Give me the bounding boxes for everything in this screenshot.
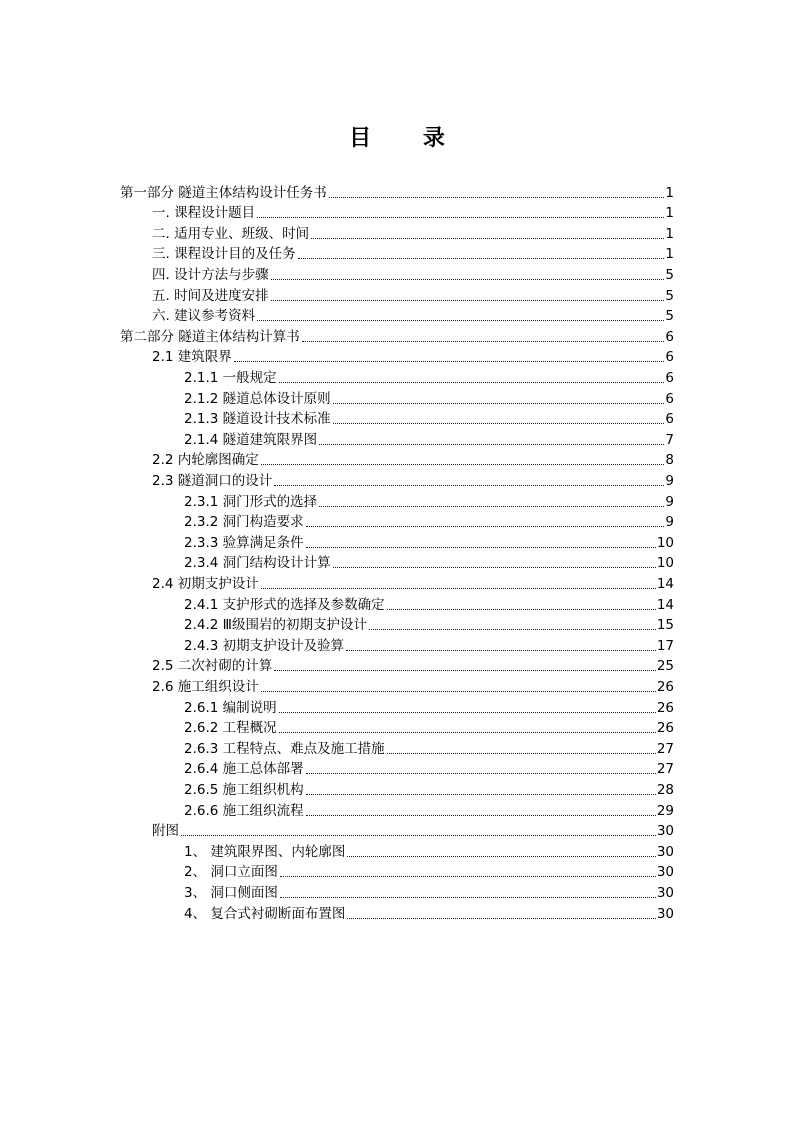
toc-entry-page-number: 1	[665, 184, 674, 201]
toc-entry-label: 2.4.2 Ⅲ级围岩的初期支护设计	[184, 617, 367, 634]
toc-entry[interactable]	[184, 840, 674, 861]
toc-entry[interactable]	[152, 284, 674, 305]
toc-entry-page-number: 14	[656, 596, 674, 613]
toc-entry[interactable]	[184, 428, 674, 449]
toc-entry[interactable]	[184, 861, 674, 882]
toc-dot-leader	[279, 712, 656, 713]
toc-dot-leader	[302, 341, 665, 342]
toc-dot-leader	[387, 753, 656, 754]
toc-entry[interactable]	[184, 531, 674, 552]
toc-entry[interactable]	[184, 737, 674, 758]
toc-entry-page-number: 29	[656, 802, 674, 819]
toc-entry[interactable]	[152, 263, 674, 284]
toc-entry-label: 2.6.2 工程概况	[184, 720, 277, 737]
toc-entry-label: 第一部分 隧道主体结构设计任务书	[120, 184, 327, 201]
toc-dot-leader	[369, 629, 656, 630]
toc-entry[interactable]	[184, 408, 674, 429]
toc-entry[interactable]	[184, 799, 674, 820]
toc-entry-page-number: 8	[665, 452, 674, 469]
toc-entry[interactable]	[152, 449, 674, 470]
toc-entry-page-number: 26	[656, 720, 674, 737]
toc-dot-leader	[347, 918, 655, 919]
toc-entry-label: 2.4 初期支护设计	[152, 575, 259, 592]
toc-dot-leader	[319, 444, 664, 445]
toc-entry-page-number: 15	[656, 617, 674, 634]
toc-entry[interactable]	[184, 552, 674, 573]
toc-entry-page-number: 5	[665, 287, 674, 304]
toc-entry-page-number: 27	[656, 740, 674, 757]
toc-entry-page-number: 30	[656, 823, 674, 840]
toc-entry-page-number: 10	[656, 534, 674, 551]
toc-entry[interactable]	[152, 243, 674, 264]
toc-dot-leader	[311, 238, 664, 239]
toc-entry-page-number: 1	[665, 225, 674, 242]
toc-entry-label: 2.1 建筑限界	[152, 349, 232, 366]
toc-dot-leader	[280, 876, 656, 877]
toc-dot-leader	[274, 670, 656, 671]
toc-entry[interactable]	[152, 305, 674, 326]
toc-entry[interactable]	[184, 593, 674, 614]
toc-entry[interactable]	[184, 881, 674, 902]
toc-dot-leader	[333, 567, 656, 568]
toc-entry-page-number: 6	[665, 349, 674, 366]
toc-entry-label: 3、 洞口侧面图	[184, 884, 278, 901]
toc-entry-label: 一. 课程设计题目	[152, 205, 256, 222]
toc-dot-leader	[306, 773, 656, 774]
toc-dot-leader	[280, 897, 656, 898]
toc-dot-leader	[271, 279, 665, 280]
toc-dot-leader	[234, 361, 665, 362]
toc-entry[interactable]	[184, 366, 674, 387]
toc-dot-leader	[261, 464, 665, 465]
toc-entry-page-number: 9	[665, 514, 674, 531]
toc-entry-page-number: 7	[665, 431, 674, 448]
toc-entry-label: 2.3.1 洞门形式的选择	[184, 493, 318, 510]
toc-dot-leader	[387, 609, 656, 610]
toc-entry[interactable]	[184, 511, 674, 532]
toc-entry-label: 2.3.2 洞门构造要求	[184, 514, 304, 531]
toc-entry[interactable]	[152, 222, 674, 243]
toc-dot-leader	[298, 258, 665, 259]
toc-entry[interactable]	[152, 202, 674, 223]
toc-entry[interactable]	[184, 717, 674, 738]
toc-dot-leader	[329, 197, 665, 198]
toc-entry-label: 2.6 施工组织设计	[152, 678, 259, 695]
toc-entry-page-number: 25	[656, 658, 674, 675]
toc-entry-page-number: 26	[656, 699, 674, 716]
toc-entry-label: 第二部分 隧道主体结构计算书	[120, 328, 300, 345]
toc-entry-page-number: 30	[656, 905, 674, 922]
toc-entry-label: 六. 建议参考资料	[152, 308, 256, 325]
toc-dot-leader	[181, 835, 656, 836]
toc-entry-page-number: 1	[665, 205, 674, 222]
toc-entry[interactable]	[184, 490, 674, 511]
toc-entry[interactable]	[152, 572, 674, 593]
toc-entry-label: 2、 洞口立面图	[184, 864, 278, 881]
toc-entry[interactable]	[184, 614, 674, 635]
toc-entry-page-number: 30	[656, 843, 674, 860]
toc-entry-page-number: 17	[656, 637, 674, 654]
toc-entry-page-number: 30	[656, 864, 674, 881]
toc-entry[interactable]	[184, 758, 674, 779]
toc-entry-page-number: 6	[665, 369, 674, 386]
toc-entry-page-number: 6	[665, 411, 674, 428]
toc-entry[interactable]	[152, 655, 674, 676]
toc-dot-leader	[319, 506, 664, 507]
toc-entry-label: 2.1.3 隧道设计技术标准	[184, 411, 331, 428]
toc-entry-label: 附图	[152, 823, 179, 840]
toc-entry-label: 1、 建筑限界图、内轮廓图	[184, 843, 346, 860]
toc-entry-label: 2.3 隧道洞口的设计	[152, 472, 273, 489]
toc-entry[interactable]	[184, 778, 674, 799]
toc-entry-label: 2.3.4 洞门结构设计计算	[184, 555, 331, 572]
toc-entry-label: 2.5 二次衬砌的计算	[152, 658, 273, 675]
toc-entry-page-number: 28	[656, 781, 674, 798]
toc-entry-page-number: 10	[656, 555, 674, 572]
toc-entry-page-number: 1	[665, 246, 674, 263]
toc-dot-leader	[274, 485, 664, 486]
toc-entry-label: 2.6.4 施工总体部署	[184, 761, 304, 778]
toc-dot-leader	[306, 794, 656, 795]
toc-entry[interactable]	[184, 634, 674, 655]
toc-entry-page-number: 26	[656, 678, 674, 695]
toc-entry-page-number: 6	[665, 328, 674, 345]
toc-dot-leader	[257, 320, 664, 321]
toc-dot-leader	[261, 691, 656, 692]
toc-entry-label: 4、 复合式衬砌断面布置图	[184, 905, 346, 922]
toc-dot-leader	[279, 382, 665, 383]
toc-entry-label: 2.1.1 一般规定	[184, 369, 277, 386]
toc-entry-label: 五. 时间及进度安排	[152, 287, 269, 304]
toc-entry-label: 三. 课程设计目的及任务	[152, 246, 296, 263]
toc-entry-label: 2.6.1 编制说明	[184, 699, 277, 716]
toc-dot-leader	[257, 217, 664, 218]
toc-entry-label: 2.6.6 施工组织流程	[184, 802, 304, 819]
toc-entry-label: 2.1.2 隧道总体设计原则	[184, 390, 331, 407]
toc-entry[interactable]	[152, 820, 674, 841]
toc-entry-page-number: 5	[665, 308, 674, 325]
toc-entry-label: 2.2 内轮廓图确定	[152, 452, 259, 469]
toc-entry-label: 2.4.3 初期支护设计及验算	[184, 637, 345, 654]
toc-entry-label: 2.1.4 隧道建筑限界图	[184, 431, 318, 448]
toc-entry[interactable]	[184, 902, 674, 923]
toc-title: 目 录	[349, 126, 467, 151]
toc-dot-leader	[271, 300, 665, 301]
toc-entry-page-number: 5	[665, 266, 674, 283]
toc-dot-leader	[346, 650, 656, 651]
toc-entry-page-number: 14	[656, 575, 674, 592]
toc-entry[interactable]	[152, 675, 674, 696]
toc-entry-page-number: 27	[656, 761, 674, 778]
toc-entry-page-number: 30	[656, 884, 674, 901]
toc-entry-label: 2.6.5 施工组织机构	[184, 781, 304, 798]
toc-entry[interactable]	[152, 469, 674, 490]
toc-entry[interactable]	[120, 181, 674, 202]
toc-entry-label: 二. 适用专业、班级、时间	[152, 225, 310, 242]
toc-entry-label: 2.6.3 工程特点、难点及施工措施	[184, 740, 385, 757]
toc-dot-leader	[279, 732, 656, 733]
toc-dot-leader	[306, 526, 665, 527]
toc-dot-leader	[333, 403, 665, 404]
toc-entry-page-number: 9	[665, 472, 674, 489]
toc-dot-leader	[306, 815, 656, 816]
toc-dot-leader	[261, 588, 656, 589]
toc-entry-page-number: 6	[665, 390, 674, 407]
toc-entry-label: 2.3.3 验算满足条件	[184, 534, 304, 551]
toc-entry[interactable]	[120, 325, 674, 346]
toc-dot-leader	[347, 856, 655, 857]
toc-entry-label: 2.4.1 支护形式的选择及参数确定	[184, 596, 385, 613]
toc-entry-label: 四. 设计方法与步骤	[152, 266, 269, 283]
toc-entry[interactable]	[184, 696, 674, 717]
toc-entry[interactable]	[152, 346, 674, 367]
toc-entry-page-number: 9	[665, 493, 674, 510]
toc-dot-leader	[333, 423, 665, 424]
toc-entry[interactable]	[184, 387, 674, 408]
toc-dot-leader	[306, 547, 656, 548]
